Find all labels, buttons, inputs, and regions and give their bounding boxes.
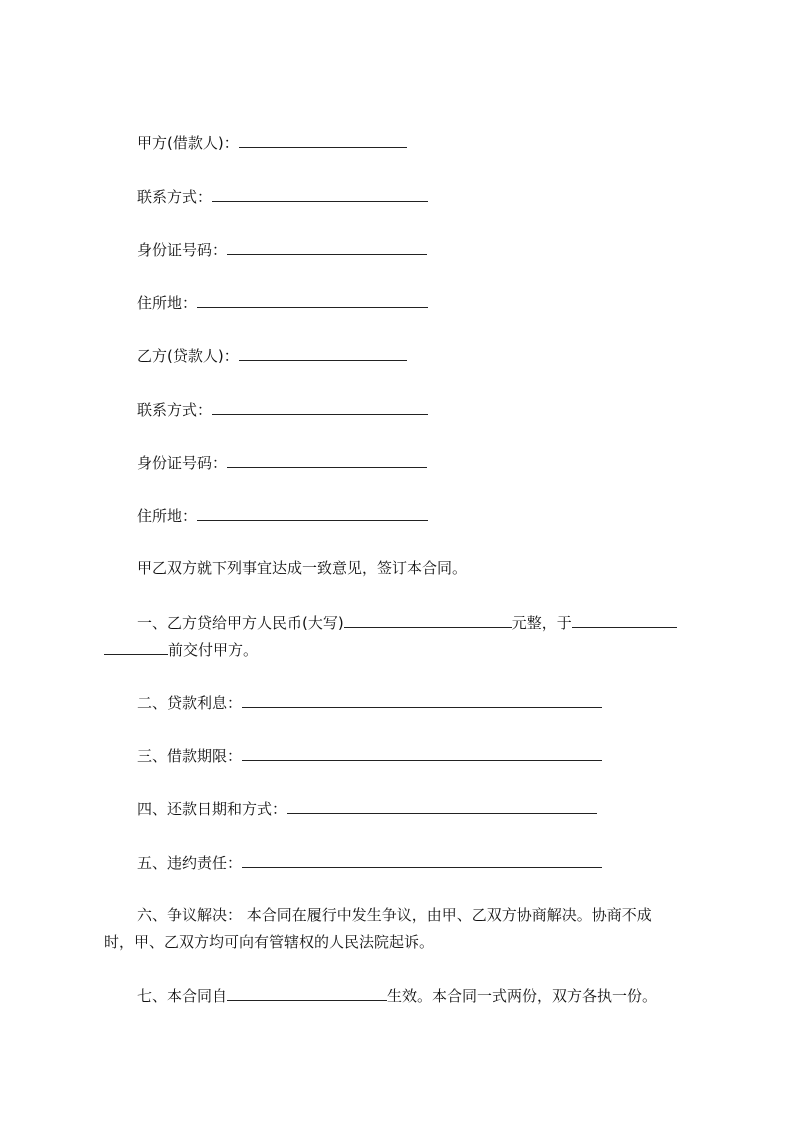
- clause-1-mid: 元整，于: [511, 614, 572, 632]
- clause-2-blank: [242, 693, 602, 708]
- party-b-title-label: 乙方(贷款人)：: [137, 347, 239, 365]
- clause-3-row: [137, 746, 602, 765]
- party-b-address-label: 住所地：: [137, 507, 198, 525]
- party-b-id-row: [137, 453, 427, 472]
- party-a-address-label: 住所地：: [137, 294, 198, 312]
- party-a-id-label: 身份证号码：: [137, 241, 228, 259]
- clause-1-amount-blank: [344, 613, 512, 628]
- clause-4-row: [137, 799, 597, 818]
- clause-1-date-blank-cont: [104, 640, 168, 655]
- clause-1-line-1: [137, 613, 677, 632]
- clause-7-tail: 生效。本合同一式两份，双方各执一份。: [387, 987, 658, 1005]
- party-b-name-blank: [239, 346, 407, 361]
- clause-1-line-2: [104, 640, 258, 659]
- clause-6-line-1: 六、争议解决： 本合同在履行中发生争议，由甲、乙双方协商解决。协商不成: [137, 906, 652, 924]
- clause-2-label: 二、贷款利息：: [137, 694, 243, 712]
- clause-5-label: 五、违约责任：: [137, 854, 243, 872]
- clause-1-lead: 一、乙方贷给甲方人民币(大写): [137, 614, 344, 632]
- party-b-title-row: [137, 346, 407, 365]
- clause-4-blank: [287, 799, 597, 814]
- party-a-id-row: [137, 240, 427, 259]
- party-a-name-blank: [239, 133, 407, 148]
- clause-1-date-blank: [572, 613, 677, 628]
- clause-3-blank: [242, 746, 602, 761]
- party-b-contact-blank: [212, 400, 428, 415]
- party-b-id-label: 身份证号码：: [137, 454, 228, 472]
- party-b-address-row: [137, 506, 428, 525]
- party-a-title-row: [137, 133, 407, 152]
- party-a-contact-row: [137, 187, 428, 206]
- clause-6-line-2: 时，甲、乙双方均可向有管辖权的人民法院起诉。: [104, 933, 435, 951]
- party-a-contact-label: 联系方式：: [137, 188, 213, 206]
- clause-5-row: [137, 853, 602, 872]
- party-a-id-blank: [227, 240, 427, 255]
- clause-7-row: [137, 986, 657, 1005]
- clause-4-label: 四、还款日期和方式：: [137, 800, 288, 818]
- clause-7-date-blank: [227, 986, 387, 1001]
- party-a-contact-blank: [212, 187, 428, 202]
- party-b-contact-label: 联系方式：: [137, 401, 213, 419]
- party-a-title-label: 甲方(借款人)：: [137, 134, 239, 152]
- clause-2-row: [137, 693, 602, 712]
- party-b-address-blank: [197, 506, 428, 521]
- party-b-contact-row: [137, 400, 428, 419]
- clause-1-tail: 前交付甲方。: [168, 641, 259, 659]
- intro-paragraph: 甲乙双方就下列事宜达成一致意见，签订本合同。: [137, 559, 468, 577]
- party-a-address-row: [137, 293, 428, 312]
- clause-5-blank: [242, 853, 602, 868]
- party-b-id-blank: [227, 453, 427, 468]
- clause-7-lead: 七、本合同自: [137, 987, 228, 1005]
- clause-3-label: 三、借款期限：: [137, 747, 243, 765]
- party-a-address-blank: [197, 293, 428, 308]
